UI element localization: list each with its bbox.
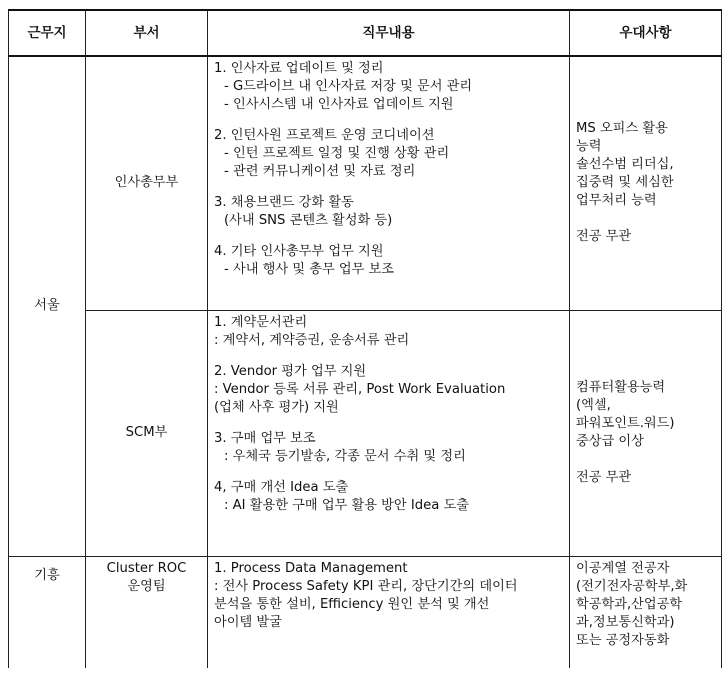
duty-item: : 우체국 등기발송, 각종 문서 수취 및 정리	[224, 448, 466, 464]
location-seoul: 서울	[34, 298, 60, 314]
table-row	[9, 556, 722, 668]
preference-line: 업무처리 능력	[576, 193, 657, 209]
duty-item: : 전사 Process Safety KPI 관리, 장단기간의 데이터	[214, 578, 518, 594]
duty-title: 3. 구매 업무 보조	[214, 430, 316, 446]
duty-item: - 인턴 프로젝트 일정 및 진행 상황 관리	[224, 146, 450, 161]
duty-item: 분석을 통한 설비, Efficiency 원인 분석 및 개선	[214, 596, 490, 612]
preference-line: 집중력 및 세심한	[576, 175, 674, 191]
header-department: 부서	[86, 10, 208, 56]
duties-cell	[208, 56, 570, 310]
duties-cell	[208, 310, 570, 556]
preferences-cell	[570, 56, 722, 310]
preference-line: 솔선수범 리더십,	[576, 157, 674, 173]
table-row	[9, 56, 722, 310]
duty-title: 1. 인사자료 업데이트 및 정리	[214, 61, 384, 76]
header-row	[9, 10, 722, 56]
header-preferences: 우대사항	[570, 10, 722, 56]
duty-title: 2. Vendor 평가 업무 지원	[214, 363, 367, 379]
duty-item: - 인사시스템 내 인사자료 업데이트 지원	[224, 97, 454, 112]
department-line: Cluster ROC	[106, 560, 187, 576]
preference-note: 전공 무관	[576, 229, 632, 245]
preference-line: 또는 공정자동화	[576, 632, 670, 648]
preference-line: 중상급 이상	[576, 434, 644, 449]
duty-title: 1. 계약문서관리	[214, 314, 308, 330]
duty-item: : Vendor 등록 서류 관리, Post Work Evaluation	[214, 381, 506, 397]
duties-cell	[208, 556, 570, 668]
duty-item: - G드라이브 내 인사자료 저장 및 문서 관리	[224, 79, 473, 94]
preference-line: (전기전자공학부,화	[576, 578, 688, 594]
department-cell	[86, 556, 208, 668]
preference-line: 능력	[576, 139, 602, 155]
preference-line: 파워포인트.워드)	[576, 416, 675, 431]
department-cell: 인사총무부	[86, 56, 208, 310]
job-table	[8, 9, 722, 668]
duty-item: - 관련 커뮤니케이션 및 자료 정리	[224, 164, 416, 179]
preference-note: 전공 무관	[576, 470, 632, 485]
header-duties: 직무내용	[208, 10, 570, 56]
department-line: 운영팀	[127, 578, 166, 594]
duty-item: : 계약서, 계약증권, 운송서류 관리	[214, 332, 410, 348]
duty-item: (업체 사후 평가) 지원	[214, 399, 339, 415]
preferences-cell	[570, 310, 722, 556]
location-cell	[9, 56, 86, 556]
duty-title: 4, 구매 개선 Idea 도출	[214, 479, 349, 495]
preference-line: 학공학과,산업공학	[576, 596, 683, 612]
preference-line: (엑셀,	[576, 398, 611, 413]
header-location: 근무지	[9, 10, 86, 56]
location-giheung: 기흥	[34, 567, 60, 583]
preference-line: MS 오피스 활용	[576, 121, 668, 137]
preferences-cell	[570, 556, 722, 668]
department-cell: SCM부	[86, 310, 208, 556]
duty-item: (사내 SNS 콘텐츠 활성화 등)	[224, 213, 393, 228]
duty-title: 2. 인턴사원 프로젝트 운영 코디네이션	[214, 128, 435, 143]
preference-line: 이공계열 전공자	[576, 560, 670, 576]
duty-item: : AI 활용한 구매 업무 활용 방안 Idea 도출	[224, 497, 469, 513]
preference-line: 컴퓨터활용능력	[576, 380, 666, 395]
location-cell	[9, 556, 86, 668]
duty-item: 아이템 발굴	[214, 614, 282, 630]
duty-item: - 사내 행사 및 총무 업무 보조	[224, 262, 395, 277]
table-row	[9, 310, 722, 556]
preference-line: 과,정보통신학과)	[576, 614, 675, 630]
duty-title: 3. 채용브랜드 강화 활동	[214, 195, 354, 210]
duty-title: 1. Process Data Management	[214, 560, 408, 576]
duty-title: 4. 기타 인사총무부 업무 지원	[214, 244, 384, 259]
